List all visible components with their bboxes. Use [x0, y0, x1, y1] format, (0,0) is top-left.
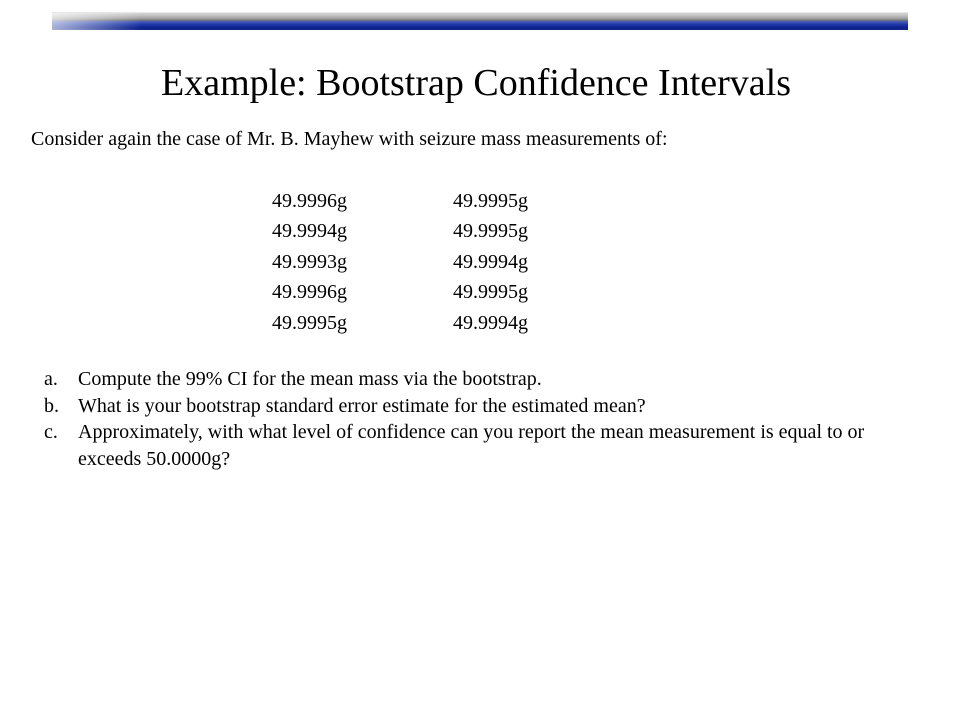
- measurement-value: 49.9994g: [453, 250, 528, 273]
- measurement-value: 49.9995g: [272, 311, 347, 334]
- question-item: [44, 366, 924, 393]
- header-decoration-bar: [52, 12, 908, 30]
- measurement-value: 49.9995g: [453, 281, 528, 304]
- measurement-value: 49.9993g: [272, 250, 347, 273]
- question-text: What is your bootstrap standard error estimate for the estimated mean?: [78, 394, 646, 417]
- question-marker: c.: [44, 421, 58, 443]
- question-marker: a.: [44, 368, 58, 390]
- measurement-value: 49.9995g: [453, 220, 528, 243]
- measurement-value: 49.9995g: [453, 189, 528, 212]
- measurements-table: [272, 186, 634, 339]
- measurement-value: 49.9996g: [272, 281, 347, 304]
- measurement-row: [272, 247, 634, 278]
- question-text: Compute the 99% CI for the mean mass via the bootstrap.: [78, 368, 542, 390]
- question-text: Approximately, with what level of confidence can you report the mean measurement is equal to or exceeds 50.0000g?: [78, 421, 865, 470]
- measurement-row: [272, 308, 634, 339]
- slide-title: Example: Bootstrap Confidence Intervals: [161, 62, 791, 104]
- measurement-row: [272, 278, 634, 309]
- measurement-row: [272, 186, 634, 217]
- question-item: [44, 393, 924, 420]
- intro-text: Consider again the case of Mr. B. Mayhew with seizure mass measurements of:: [31, 128, 668, 150]
- measurement-value: 49.9996g: [272, 189, 347, 212]
- question-item: [44, 419, 924, 472]
- measurement-value: 49.9994g: [272, 220, 347, 243]
- measurement-value: 49.9994g: [453, 311, 528, 334]
- question-list: [44, 366, 924, 472]
- question-marker: b.: [44, 394, 59, 417]
- measurement-row: [272, 217, 634, 248]
